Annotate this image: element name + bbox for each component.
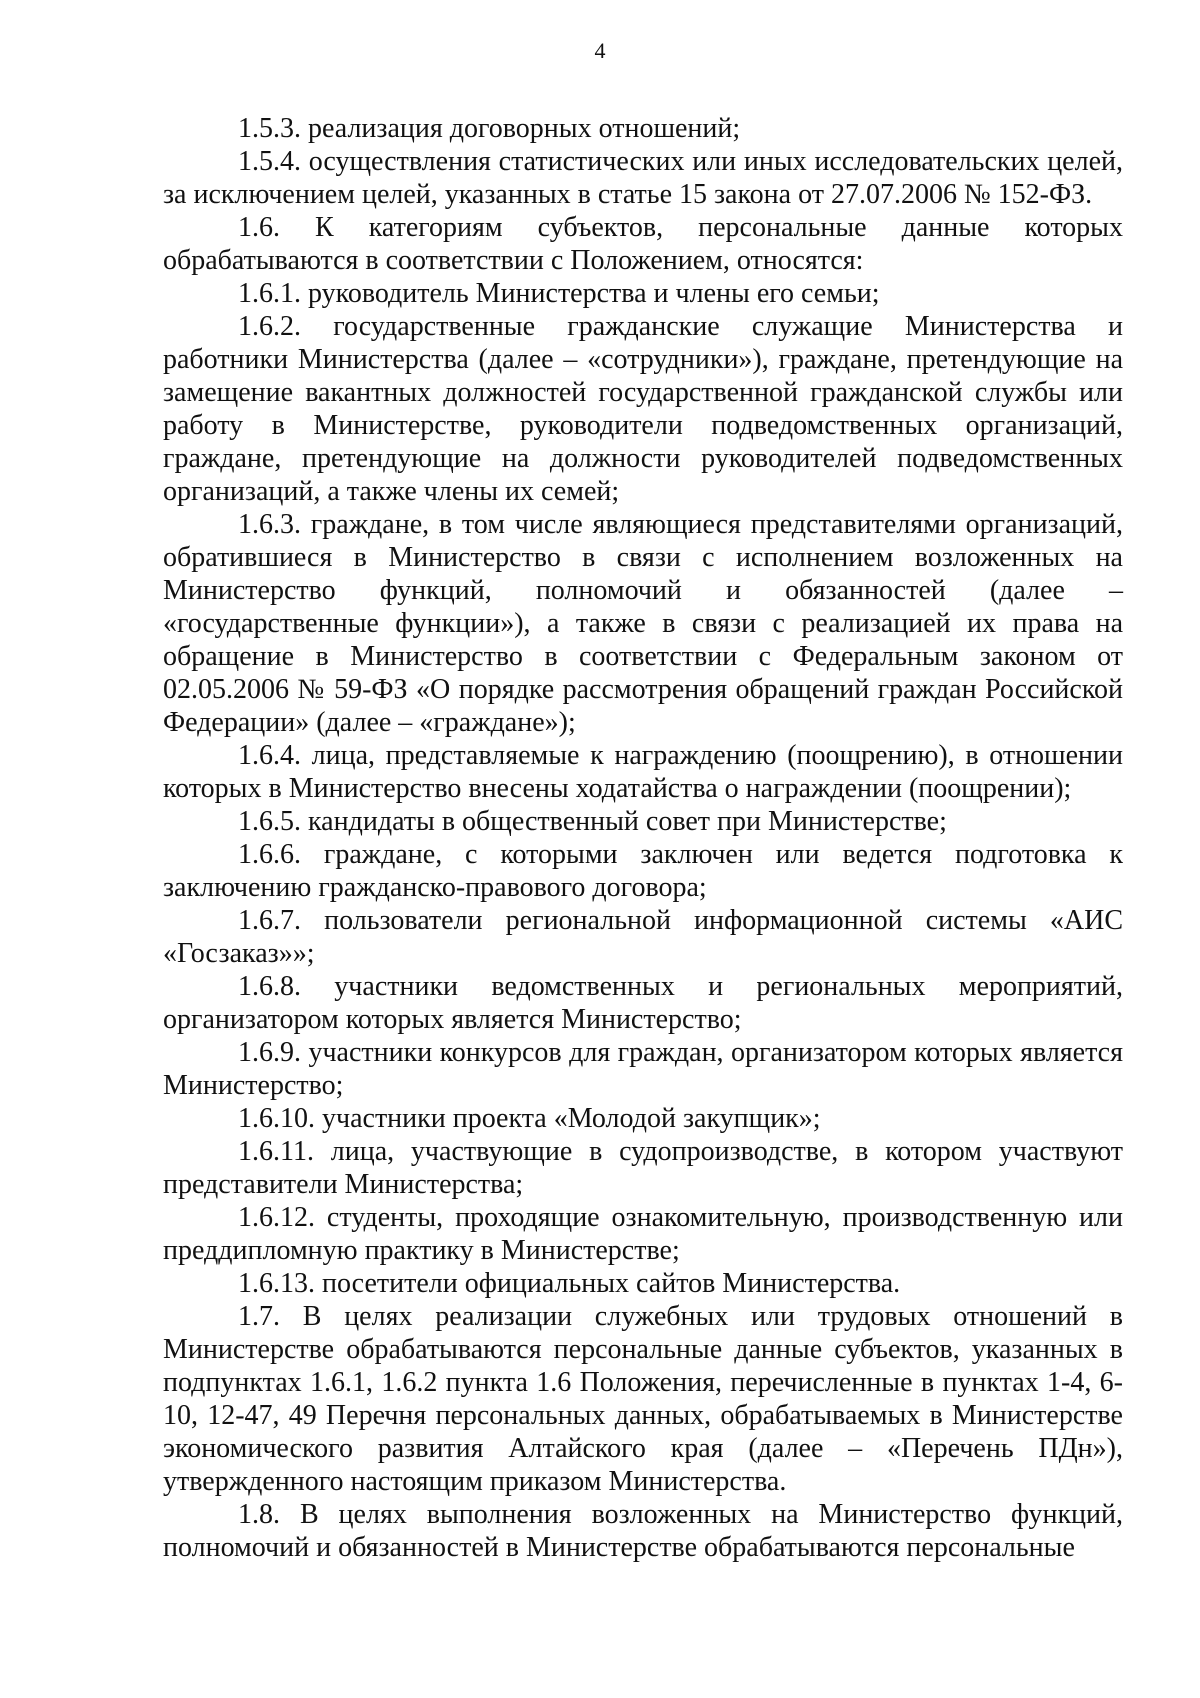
clause-1-6-6: 1.6.6. граждане, с которыми заключен или ведется подготовка к заключению гражданско-правового договора; (163, 839, 1123, 903)
clause-1-6-12: 1.6.12. студенты, проходящие ознакомительную, производственную или преддипломную практику в Министерстве; (163, 1202, 1123, 1266)
document-body (163, 112, 1123, 1564)
clause-1-5-3: 1.5.3. реализация договорных отношений; (238, 113, 741, 144)
clause-1-6-5: 1.6.5. кандидаты в общественный совет при Министерстве; (238, 806, 947, 837)
clause-1-6-7: 1.6.7. пользователи региональной информационной системы «АИС «Госзаказ»»; (163, 905, 1123, 969)
clause-1-6-4: 1.6.4. лица, представляемые к награждению (поощрению), в отношении которых в Министерство внесены ходатайства о награждении (поощрении); (163, 740, 1123, 804)
clause-1-6-1: 1.6.1. руководитель Министерства и члены его семьи; (238, 278, 880, 309)
clause-1-8: 1.8. В целях выполнения возложенных на Министерство функций, полномочий и обязанностей в Министерстве обрабатываются персональные (163, 1499, 1123, 1563)
clause-1-6-2: 1.6.2. государственные гражданские служащие Министерства и работники Министерства (далее – «сотрудники»), граждане, претендующие на замещение вакантных должностей государственной гражданской службы или работу в Министерстве, руководители подведомственных организаций, граждане, претендующие на должности руководителей подведомственных организаций, а также члены их семей; (163, 311, 1123, 507)
clause-1-6-10: 1.6.10. участники проекта «Молодой закупщик»; (238, 1103, 821, 1134)
clause-1-7: 1.7. В целях реализации служебных или трудовых отношений в Министерстве обрабатываются персональные данные субъектов, указанных в подпунктах 1.6.1, 1.6.2 пункта 1.6 Положения, перечисленные в пунктах 1-4, 6-10, 12-47, 49 Перечня персональных данных, обрабатываемых в Министерстве экономического развития Алтайского края (далее – «Перечень ПДн»), утвержденного настоящим приказом Министерства. (163, 1301, 1123, 1497)
clause-1-6-3: 1.6.3. граждане, в том числе являющиеся представителями организаций, обратившиеся в Министерство в связи с исполнением возложенных на Министерство функций, полномочий и обязанностей (далее – «государственные функции»), а также в связи с реализацией их права на обращение в Министерство в соответствии с Федеральным законом от 02.05.2006 № 59-ФЗ «О порядке рассмотрения обращений граждан Российской Федерации» (далее – «граждане»); (163, 509, 1123, 738)
clause-1-6-13: 1.6.13. посетители официальных сайтов Министерства. (238, 1268, 901, 1299)
page-number: 4 (594, 38, 606, 63)
clause-1-6-9: 1.6.9. участники конкурсов для граждан, организатором которых является Министерство; (163, 1037, 1123, 1101)
clause-1-6-11: 1.6.11. лица, участвующие в судопроизводстве, в котором участвуют представители Министерства; (163, 1136, 1123, 1200)
clause-1-6: 1.6. К категориям субъектов, персональные данные которых обрабатываются в соответствии с Положением, относятся: (163, 212, 1123, 276)
clause-1-5-4: 1.5.4. осуществления статистических или иных исследовательских целей, за исключением целей, указанных в статье 15 закона от 27.07.2006 № 152-ФЗ. (163, 146, 1123, 210)
clause-1-6-8: 1.6.8. участники ведомственных и региональных мероприятий, организатором которых является Министерство; (163, 971, 1123, 1035)
